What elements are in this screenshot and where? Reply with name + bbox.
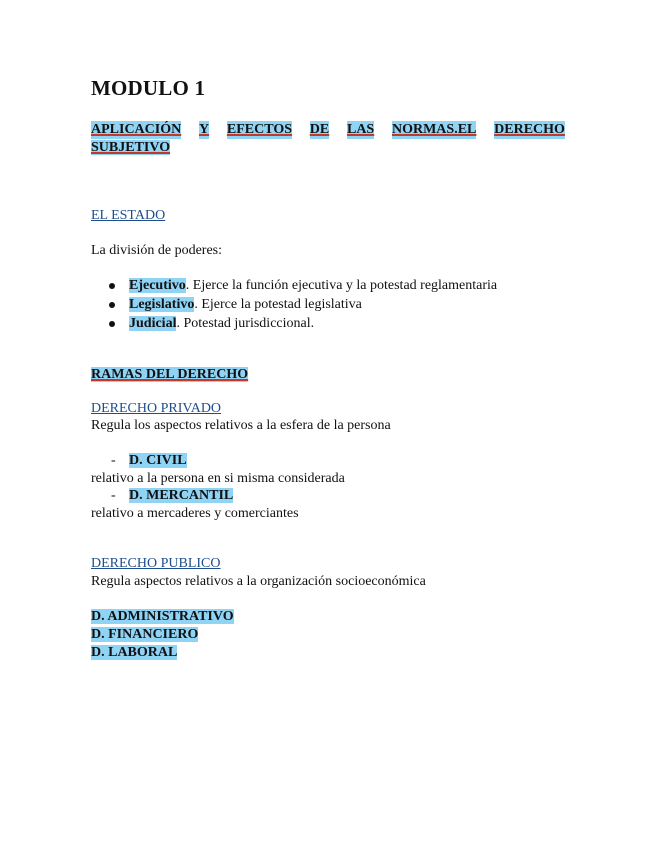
financiero-label: D. FINANCIERO	[91, 627, 199, 642]
bullet-icon	[109, 321, 115, 327]
heading-word: LAS	[346, 122, 375, 137]
publico-item	[91, 643, 177, 661]
el-estado-heading: EL ESTADO	[91, 208, 166, 223]
bullet-icon	[109, 283, 115, 289]
heading-word: DERECHO	[494, 122, 565, 137]
administrativo-label: D. ADMINISTRATIVO	[91, 609, 234, 624]
heading-word: Y	[199, 122, 210, 137]
bullet-icon	[109, 302, 115, 308]
laboral-label: D. LABORAL	[91, 645, 178, 660]
list-item	[91, 314, 497, 333]
publico-item	[91, 607, 234, 625]
civil-item	[111, 453, 187, 469]
heading-word: SUBJETIVO	[91, 140, 171, 155]
heading-word: APLICACIÓN	[91, 122, 182, 137]
power-desc: . Ejerce la potestad legislativa	[194, 297, 362, 312]
privado-desc: Regula los aspectos relativos a la esfera de la persona	[91, 418, 391, 433]
mercantil-label: D. MERCANTIL	[129, 488, 234, 503]
division-intro: La división de poderes:	[91, 243, 223, 258]
ramas-heading-text: RAMAS DEL DERECHO	[91, 367, 249, 382]
publico-desc: Regula aspectos relativos a la organización socioeconómica	[91, 574, 426, 589]
mercantil-item	[111, 488, 233, 504]
heading-word: DE	[309, 122, 330, 137]
main-heading-line-2	[91, 139, 565, 157]
power-name: Legislativo	[129, 297, 195, 312]
power-desc: . Potestad jurisdiccional.	[176, 316, 315, 331]
publico-item	[91, 625, 198, 643]
ramas-heading	[91, 367, 248, 383]
power-desc: . Ejerce la función ejecutiva y la potestad reglamentaria	[185, 278, 498, 293]
power-name: Judicial	[129, 316, 177, 331]
power-name: Ejecutivo	[129, 278, 186, 293]
list-item	[91, 295, 497, 314]
powers-list	[91, 276, 497, 333]
dash-marker: -	[111, 453, 116, 468]
page-title: MODULO 1	[91, 76, 206, 100]
civil-desc: relativo a la persona en si misma considerada	[91, 471, 345, 486]
mercantil-desc: relativo a mercaderes y comerciantes	[91, 506, 299, 521]
civil-label: D. CIVIL	[129, 453, 187, 468]
heading-word: EFECTOS	[226, 122, 292, 137]
publico-heading: DERECHO PUBLICO	[91, 556, 221, 571]
privado-heading: DERECHO PRIVADO	[91, 401, 222, 416]
dash-marker: -	[111, 488, 116, 503]
main-heading-line-1	[91, 121, 565, 139]
main-heading	[91, 121, 565, 157]
list-item	[91, 276, 497, 295]
heading-word: NORMAS.EL	[391, 122, 477, 137]
